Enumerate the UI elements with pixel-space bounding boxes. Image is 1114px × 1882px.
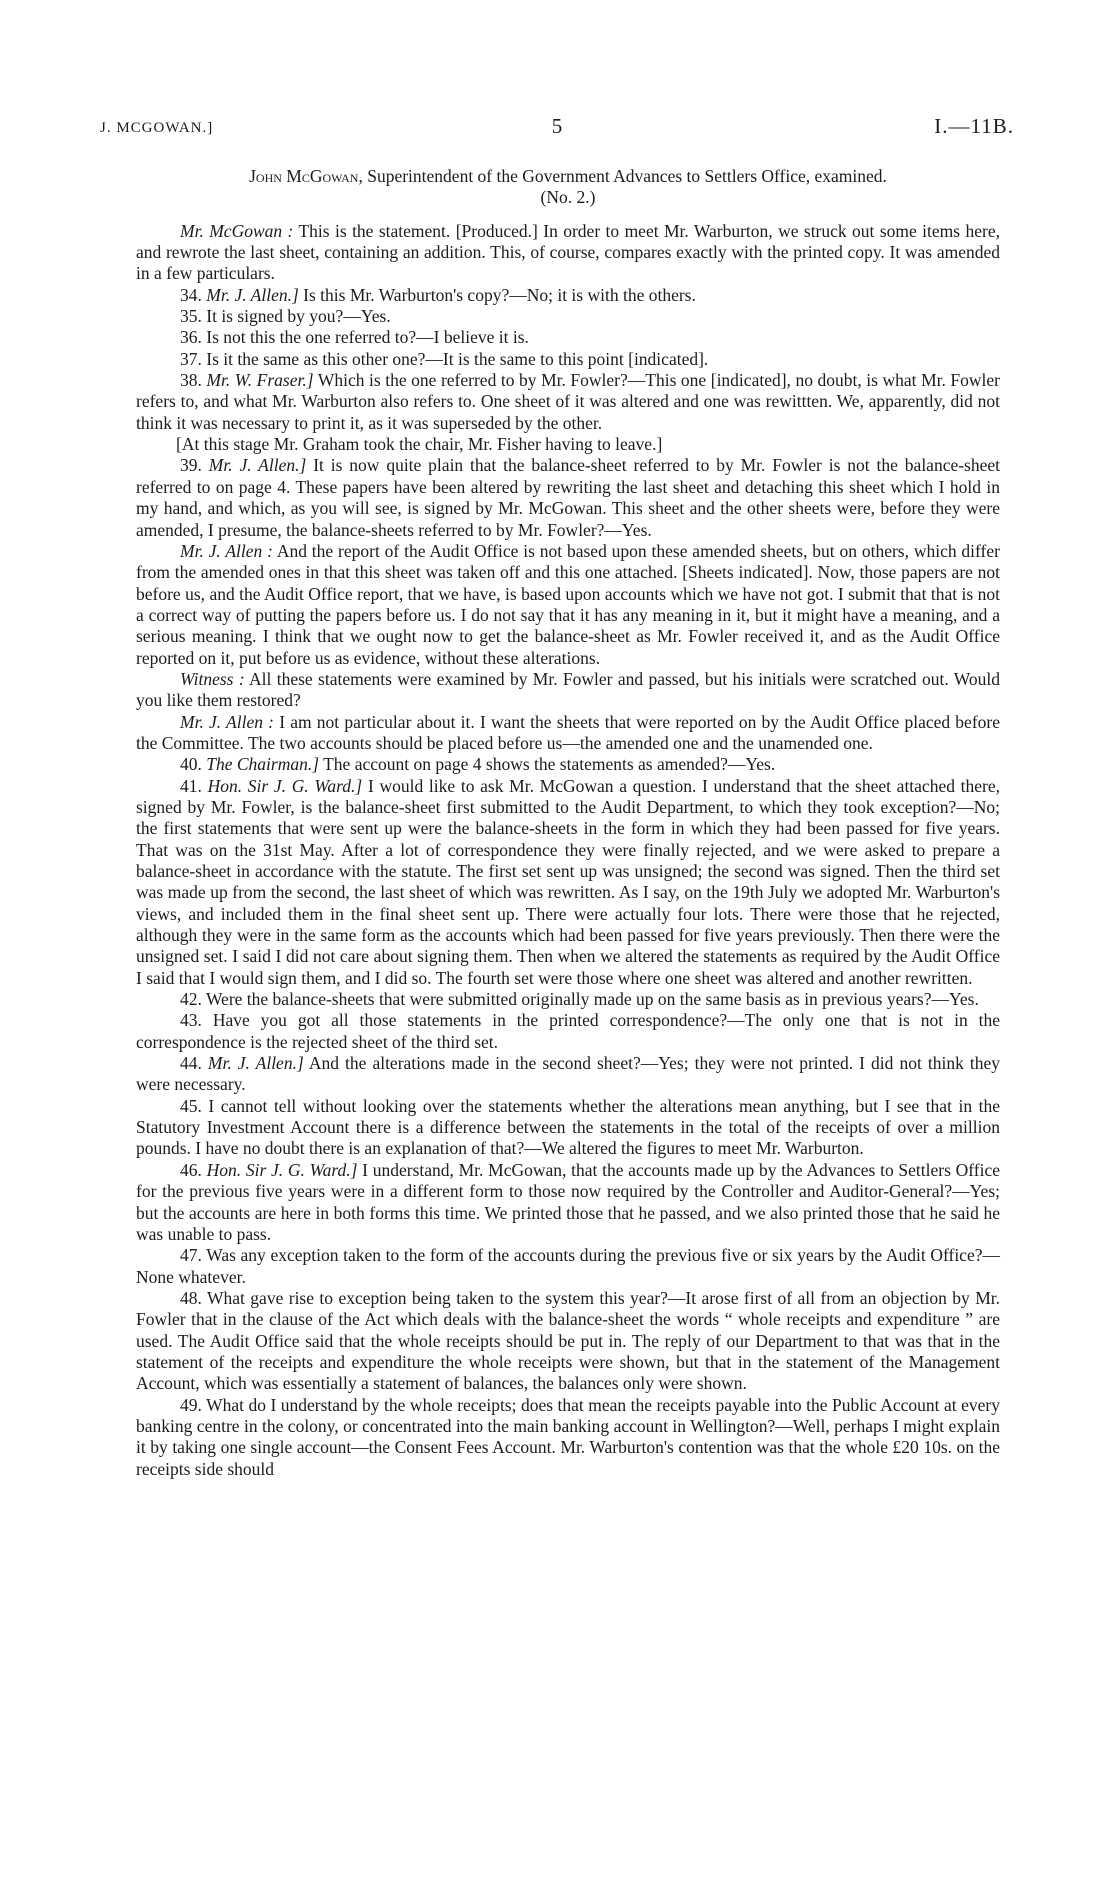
question-number: 38.: [180, 370, 207, 391]
witness-title: , Superintendent of the Government Advances to Settlers Office, examined.: [358, 166, 887, 186]
speaker-label: The Chairman.]: [206, 754, 320, 775]
testimony-paragraph: [136, 455, 1000, 540]
paragraph-text: What gave rise to exception being taken to the system this year?—It arose first of all from an objection by Mr. Fowler that in the clause of the Act which deals with the balance-sheet the words “ whole receipts and expenditure ” are used. The Audit Office said that the whole receipts should be put in. The reply of our Department to that was that in the statement of the receipts and expenditure the whole receipts were shown, but that in the statement of the Management Account, which was essentially a statement of balances, the balances only were shown.: [136, 1287, 1000, 1394]
question-number: 41.: [180, 775, 208, 796]
question-number: 40.: [180, 754, 207, 775]
paragraph-text: It is now quite plain that the balance-sheet referred to by Mr. Fowler is not the balance-sheet referred to on page 4. These papers have been altered by rewriting the last sheet and detaching this sheet which I hold in my hand, and which, as you will see, is signed by Mr. McGowan. This sheet and the other sheets were, before they were amended, I presume, the balance-sheets referred to by Mr. Fowler?—Yes.: [136, 455, 1001, 540]
speaker-label: Witness :: [180, 668, 245, 689]
speaker-label: Mr. W. Fraser.]: [206, 370, 314, 391]
paragraph-text: Is this Mr. Warburton's copy?—No; it is with the others.: [303, 284, 696, 305]
paragraph-text: All these statements were examined by Mr. Fowler and passed, but his initials were scratched out. Would you like them restored?: [136, 668, 1000, 711]
paragraph-text: This is the statement. [Produced.] In order to meet Mr. Warburton, we struck out some items here, and rewrote the last sheet, containing an addition. This, of course, compares exactly with the printed copy. It was amended in a few particulars.: [136, 220, 1000, 284]
question-number: 36.: [180, 327, 207, 348]
speaker-label: Hon. Sir J. G. Ward.]: [206, 1159, 358, 1180]
paragraph-text: [At this stage Mr. Graham took the chair, Mr. Fisher having to leave.]: [176, 434, 663, 455]
page-number: 5: [551, 114, 563, 138]
speaker-label: Mr. J. Allen.]: [207, 1053, 304, 1074]
paragraph-text: Which is the one referred to by Mr. Fowler?—This one [indicated], no doubt, is what Mr. Fowler refers to, and what Mr. Warburton also refers to. One sheet of it was altered and one was rewittten. We, apparently, did not think it was necessary to print it, as it was superseded by the other.: [136, 370, 1000, 433]
testimony-paragraphs: [136, 221, 1000, 1480]
witness-name: John McGowan: [249, 166, 359, 186]
testimony-paragraph: [136, 776, 1000, 989]
testimony-paragraph: [136, 541, 1000, 669]
testimony-paragraph: [136, 1010, 1000, 1053]
running-head-right: I.—11B.: [934, 114, 1014, 138]
running-head-left: J. MCGOWAN.]: [100, 120, 214, 136]
testimony-paragraph: [136, 669, 1000, 712]
question-number: 46.: [180, 1159, 207, 1180]
speaker-label: Mr. J. Allen :: [180, 540, 273, 561]
speaker-label: Hon. Sir J. G. Ward.]: [207, 775, 363, 796]
paragraph-text: Is it the same as this other one?—It is the same to this point [indicated].: [206, 348, 709, 369]
testimony-paragraph: [136, 327, 1000, 348]
testimony-paragraph: [136, 1096, 1000, 1160]
testimony-paragraph: [136, 349, 1000, 370]
paragraph-text: Were the balance-sheets that were submitted originally made up on the same basis as in previous years?—Yes.: [205, 989, 979, 1010]
paragraph-text: Have you got all those statements in the printed correspondence?—The only one that is not in the correspondence is the rejected sheet of the third set.: [136, 1010, 1001, 1052]
testimony-paragraph: [136, 989, 1000, 1010]
question-number: 35.: [180, 306, 207, 327]
paragraph-text: And the report of the Audit Office is not based upon these amended sheets, but on others, which differ from the amended ones in that this sheet was taken off and this one attached. [Sheets indicated]. Now, those papers are not before us, and the Audit Office report, that we have, is based upon accounts which we have not got. I submit that that is not a correct way of putting the papers before us. I do not say that it has any meaning in it, but it might have a meaning, and a serious meaning. I think that we ought now to get the balance-sheet as Mr. Fowler received it, and as the Audit Office reported on it, put before us as evidence, without these alterations.: [136, 540, 1000, 668]
speaker-label: Mr. J. Allen.]: [208, 455, 307, 476]
paragraph-text: It is signed by you?—Yes.: [206, 306, 391, 327]
testimony-paragraph: [136, 221, 1000, 285]
witness-heading: [136, 166, 1000, 209]
paragraph-text: I cannot tell without looking over the statements whether the alterations mean anything, but I see that in the Statutory Investment Account there is a difference between the statements in the total of the receipts of over a million pounds. I have no doubt there is an explanation of that?—We altered the figures to meet Mr. Warburton.: [136, 1095, 1000, 1159]
testimony-paragraph: [136, 1395, 1000, 1480]
testimony-paragraph: [136, 1053, 1000, 1096]
paragraph-text: What do I understand by the whole receipts; does that mean the receipts payable into the Public Account at every banking centre in the colony, or concentrated into the main banking account in Wellington?—Well, perhaps I might explain it by taking one single account—the Consent Fees Account. Mr. Warburton's contention was that the whole £20 10s. on the receipts side should: [136, 1394, 1000, 1479]
examination-number: (No. 2.): [540, 187, 596, 208]
paragraph-text: The account on page 4 shows the statements as amended?—Yes.: [323, 754, 776, 775]
speaker-label: Mr. McGowan :: [180, 220, 294, 241]
testimony-paragraph: [136, 712, 1000, 755]
speaker-label: Mr. J. Allen.]: [206, 284, 299, 305]
testimony-paragraph: [136, 1245, 1000, 1288]
testimony-paragraph: [136, 285, 1000, 306]
stage-direction: [136, 434, 1000, 455]
running-head: [100, 114, 1014, 144]
testimony-paragraph: [136, 1160, 1000, 1245]
paragraph-text: I am not particular about it. I want the sheets that were reported on by the Audit Office placed before the Committee. The two accounts should be placed before us—the amended one and the unamended one.: [136, 711, 1000, 753]
testimony-paragraph: [136, 306, 1000, 327]
paragraph-text: And the alterations made in the second sheet?—Yes; they were not printed. I did not think they were necessary.: [136, 1053, 1000, 1095]
paragraph-text: I would like to ask Mr. McGowan a question. I understand that the sheet attached there, signed by Mr. Fowler, is the balance-sheet first submitted to the Audit Department, to which they took exception?—No; the first statements that were sent up were the balance-sheets in the form in which they had been passed for five years. That was on the 31st May. After a lot of correspondence they were finally rejected, and we were asked to prepare a balance-sheet in accordance with the statute. The first set sent up was unsigned; the second was signed. Then the third set was made up from the second, the last sheet of which was rewritten. As I say, on the 19th July we adopted Mr. Warburton's views, and included them in the final sheet sent up. There were actually four lots. There were those that he rejected, although they were in the same form as the accounts which had been passed for five years previously. Then there were the unsigned set. I said I did not care about signing them. Then when we altered the statements as required by the Audit Office I said that I would sign them, and I did so. The fourth set were those where one sheet was altered and another rewritten.: [136, 775, 1001, 988]
paragraph-text: Is not this the one referred to?—I believe it is.: [206, 327, 529, 348]
question-number: 43.: [180, 1010, 213, 1031]
question-number: 42.: [180, 989, 206, 1010]
question-number: 49.: [180, 1394, 207, 1415]
document-body: [136, 166, 1000, 1480]
question-number: 45.: [180, 1095, 209, 1116]
testimony-paragraph: [136, 370, 1000, 434]
paragraph-text: Was any exception taken to the form of the accounts during the previous five or six years by the Audit Office?—None whatever.: [136, 1245, 1000, 1287]
question-number: 34.: [180, 284, 207, 305]
speaker-label: Mr. J. Allen :: [180, 711, 274, 732]
paragraph-text: I understand, Mr. McGowan, that the accounts made up by the Advances to Settlers Office for the previous five years were in a different form to those now required by the Controller and Auditor-General?—Yes; but the accounts are here in both forms this time. We printed those that he passed, and we also printed those that he said he was unable to pass.: [136, 1159, 1001, 1244]
testimony-paragraph: [136, 1288, 1000, 1395]
question-number: 47.: [180, 1245, 207, 1266]
question-number: 48.: [180, 1287, 207, 1308]
question-number: 39.: [180, 455, 209, 476]
question-number: 37.: [180, 348, 207, 369]
question-number: 44.: [180, 1053, 208, 1074]
testimony-paragraph: [136, 754, 1000, 775]
